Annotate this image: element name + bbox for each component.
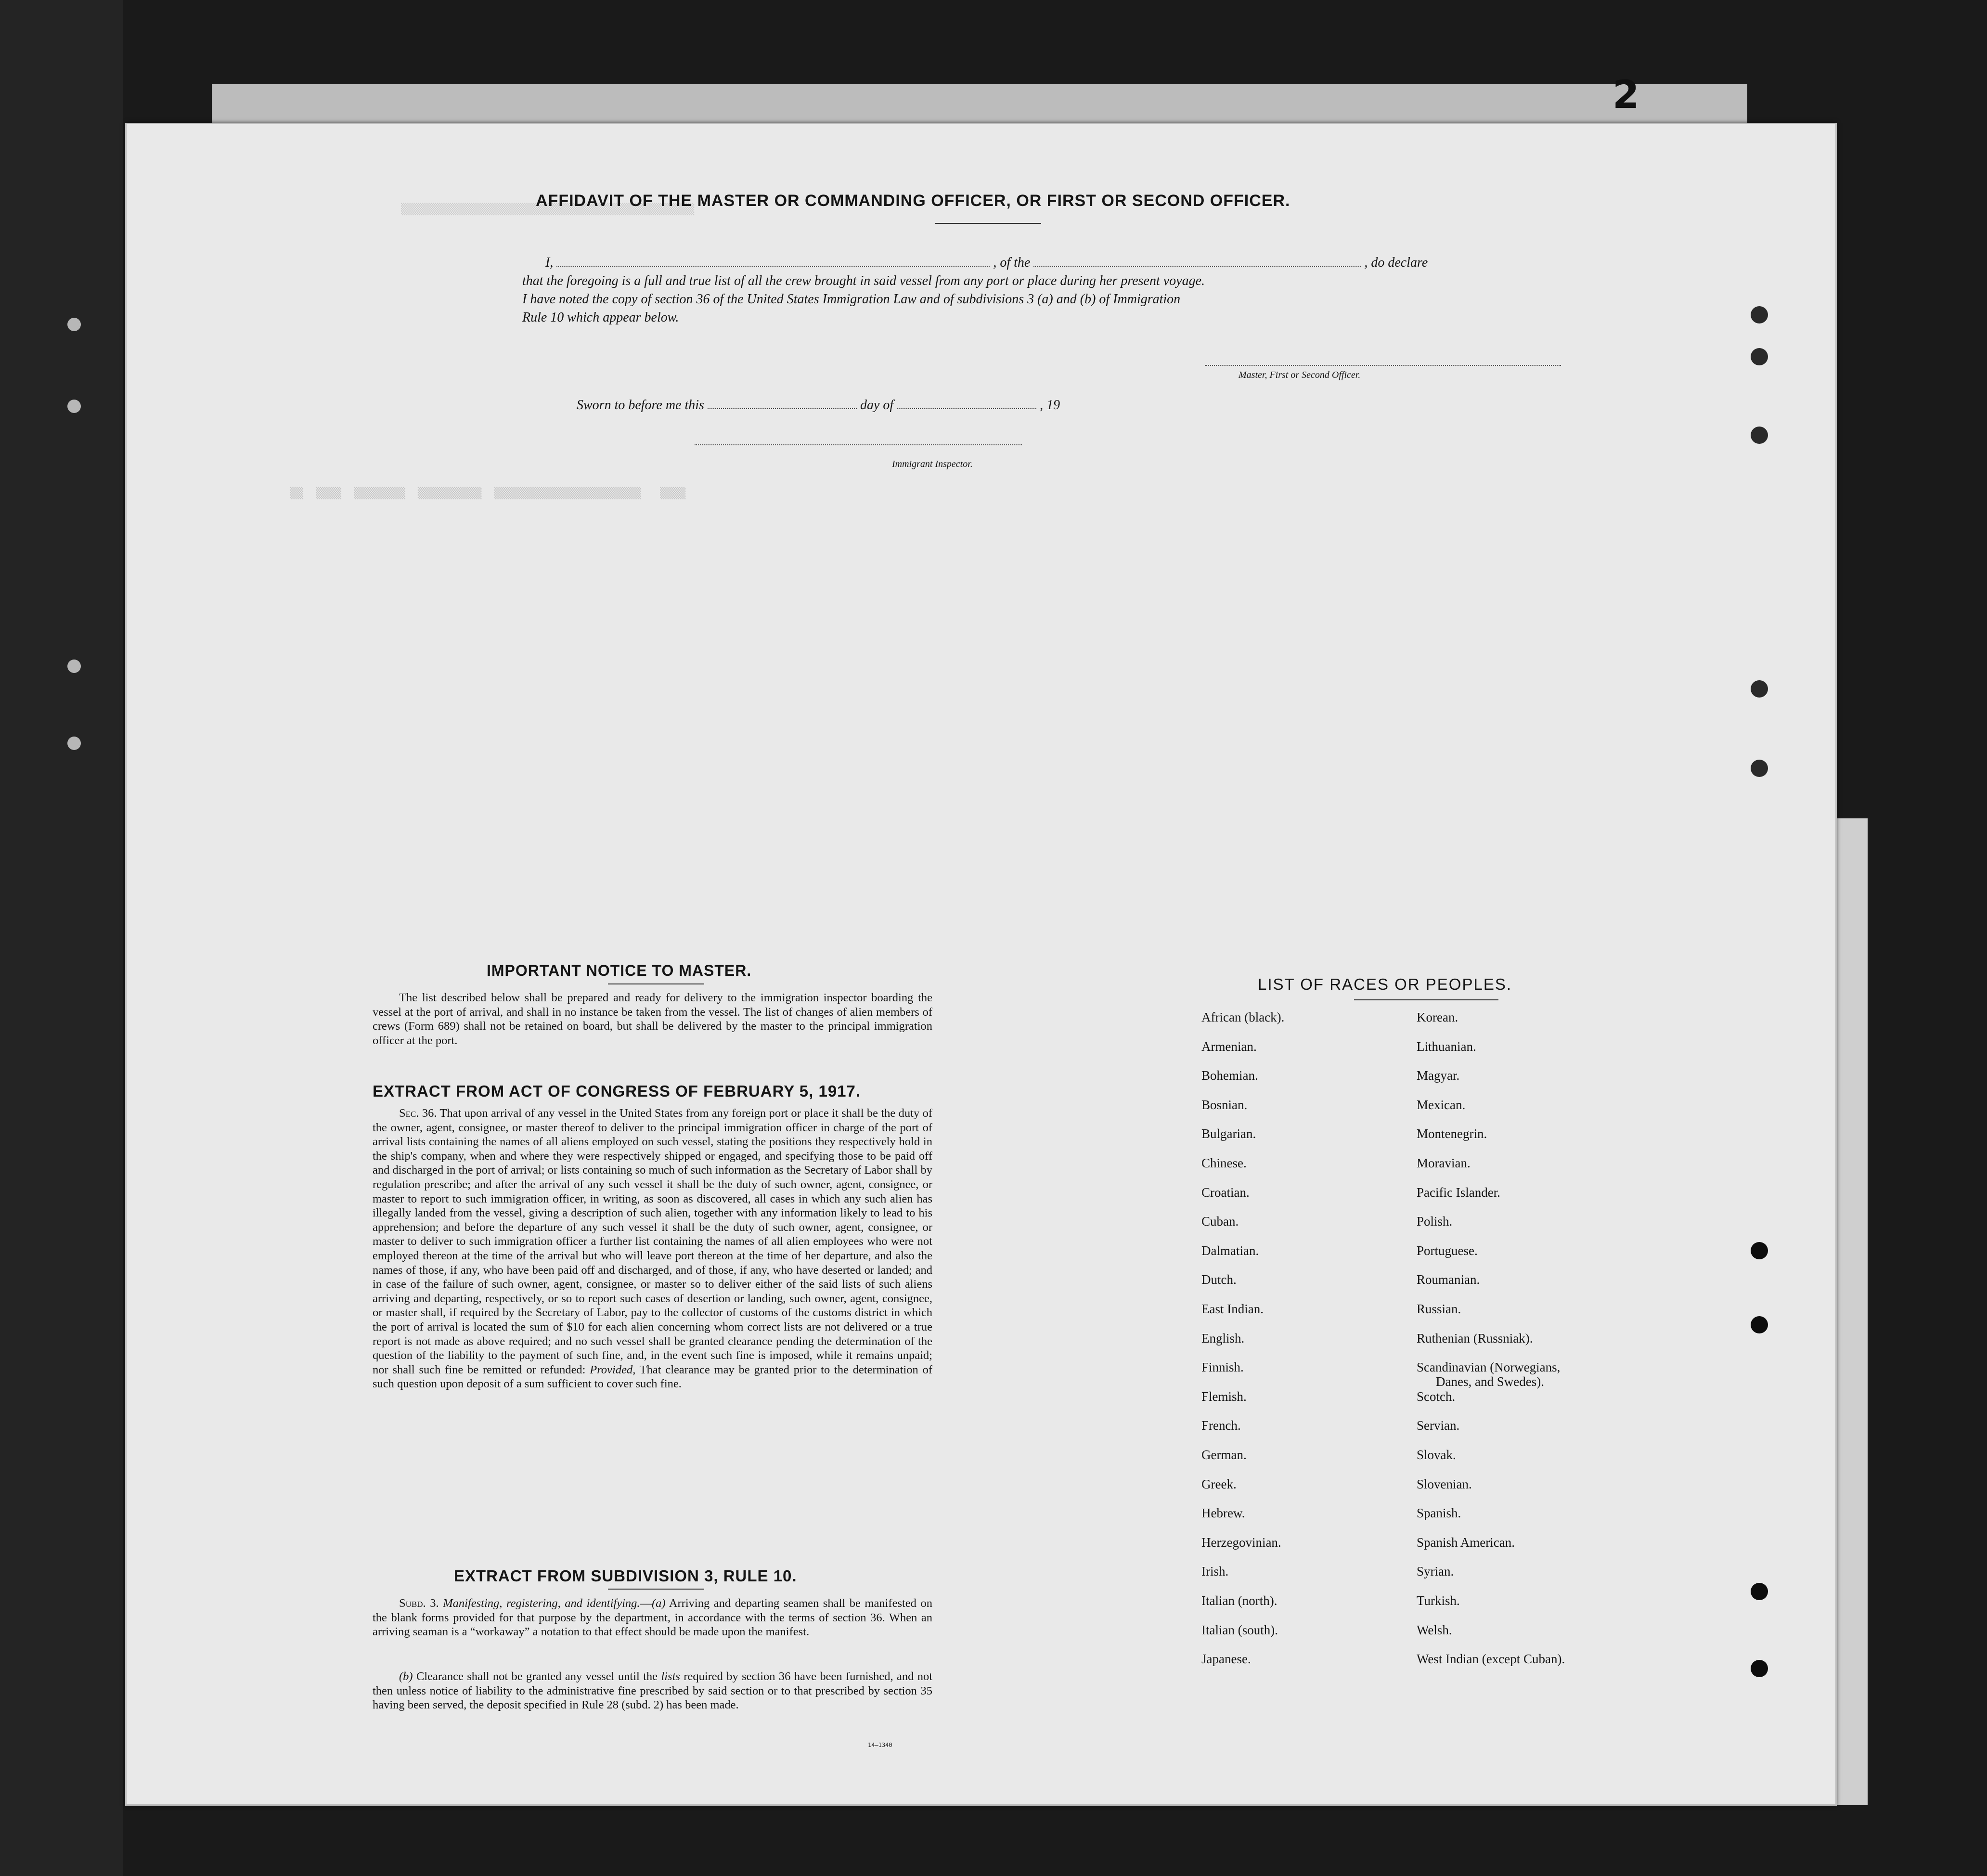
race-item: Irish. <box>1201 1564 1229 1579</box>
race-item: Ruthenian (Russniak). <box>1417 1331 1533 1346</box>
rule-subd-a: Subd. 3. Manifesting, registering, and identifying.—(a) Arriving and departing seamen shall be manifested on the blank forms provided for that purpose by the department, in accordance with the terms of section 36. When an arriving seaman is a “workaway” a notation to that effect should be made upon the manifest. <box>373 1597 933 1639</box>
race-item: Spanish. <box>1417 1506 1461 1521</box>
race-item: Slovak. <box>1417 1448 1456 1462</box>
form-number: 14—1340 <box>868 1742 892 1748</box>
binder-hole <box>67 400 81 413</box>
bleed-through-rows: ▒▒ ▒▒▒▒ ▒▒▒▒▒▒▒▒ ▒▒▒▒▒▒▒▒▒▒ ▒▒▒▒▒▒▒▒▒▒▒▒▒▒▒▒▒▒▒▒▒▒▒ ▒▒▒▒ <box>290 488 686 500</box>
day-of-text: day of <box>860 398 894 413</box>
affidavit-i: I, <box>545 255 554 270</box>
punch-hole <box>1751 680 1768 698</box>
back-sheet <box>212 84 1747 128</box>
sworn-line <box>577 398 1060 413</box>
master-signature-label: Master, First or Second Officer. <box>1239 370 1361 380</box>
page-number-mark: 2 <box>1613 72 1639 117</box>
race-item: Finnish. <box>1201 1360 1244 1375</box>
affidavit-line-3: I have noted the copy of section 36 of the United States Immigration Law and of subdivisions 3 (a) and (b) of Immigration <box>522 292 1181 307</box>
race-item: Portuguese. <box>1417 1243 1478 1258</box>
race-item: Croatian. <box>1201 1185 1250 1200</box>
races-rule <box>1354 999 1498 1000</box>
title-rule <box>935 223 1041 224</box>
rule-rule <box>608 1589 704 1590</box>
subd-b-lists: lists <box>661 1670 680 1683</box>
race-item: Roumanian. <box>1417 1272 1480 1287</box>
bleed-through-text: ▒▒▒▒▒▒▒▒▒▒▒▒▒▒▒▒▒▒▒▒▒▒▒▒▒▒▒▒▒▒▒▒▒▒▒▒▒▒▒▒▒▒▒▒▒▒ <box>401 204 695 216</box>
subd-b-label: (b) <box>399 1670 413 1683</box>
subd-a-body: Arriving and departing seamen shall be manifested on the blank forms provided for that purpose by the department, in accordance with the terms of section 36. When an arriving seaman is a “workaway” a notation to that effect should be made upon the manifest. <box>373 1597 933 1639</box>
punch-hole <box>1751 348 1768 365</box>
races-title: LIST OF RACES OR PEOPLES. <box>1258 975 1512 993</box>
act-body-text: That upon arrival of any vessel in the United States from any foreign port or place it shall be the duty of the owner, agent, consignee, or master thereof to deliver to the principal immigration officer in charge of the port of arrival lists containing the names of all aliens employed on such vessel, stating the positions they respectively hold in the ship's company, when and where they were respectively shipped or engaged, and specifying those to be paid off and discharged in the port of arrival; or lists containing so much of such information as the Secretary of Labor shall by regulation prescribe; and after the arrival of any such vessel it shall be the duty of such owner, agent, consignee, or master to report to such immigration officer, in writing, as soon as discovered, all cases in which any such alien has illegally landed from the vessel, giving a description of such alien, together with any information likely to lead to his apprehension; and before the departure of any such vessel it shall be the duty of such owner, agent, consignee, or master to deliver to such immigration officer a further list containing the names of all alien employees who were not employed thereon at the time of the arrival but who will leave port thereon at the time of her departure, and also the names of those, if any, who have been paid off and discharged, and of those, if any, who have deserted or landed; and in case of the failure of such owner, agent, consignee, or master so to deliver either of the said lists of such aliens arriving and departing, respectively, or so to report such cases of desertion or landing, such owner, agent, consignee, or master shall, if required by the Secretary of Labor, pay to the collector of customs of the customs district in which the port of arrival is located the sum of $10 for each alien concerning whom correct lists are not delivered or a true report is not made as above required; and no such vessel shall be granted clearance pending the determination of the question of the liability to the payment of such fine, and, in the event such fine is imposed, while it remains unpaid; nor shall such fine be remitted or refunded: <box>373 1107 932 1376</box>
race-item: Bosnian. <box>1201 1097 1248 1112</box>
punch-hole <box>1751 1583 1768 1600</box>
binder-hole <box>67 318 81 331</box>
year-text: , 19 <box>1040 398 1060 413</box>
race-item: Turkish. <box>1417 1593 1460 1608</box>
subd-a-label: (a) <box>652 1597 666 1610</box>
name-blank <box>556 266 990 267</box>
affidavit-line-4: Rule 10 which appear below. <box>522 310 679 325</box>
vessel-blank <box>1033 266 1361 267</box>
punch-hole <box>1751 1316 1768 1333</box>
race-item: African (black). <box>1201 1010 1285 1024</box>
race-item: Armenian. <box>1201 1039 1257 1054</box>
binder-hole <box>67 660 81 673</box>
punch-hole <box>1751 306 1768 323</box>
subd-heading: Manifesting, registering, and identifying. <box>443 1597 640 1610</box>
race-item: Spanish American. <box>1417 1535 1515 1550</box>
inspector-signature-label: Immigrant Inspector. <box>892 459 973 469</box>
notice-rule <box>608 983 704 984</box>
race-item: Servian. <box>1417 1418 1460 1433</box>
act-body-end: That clearance may be granted prior to the determination of such question upon deposit of a sum sufficient to cover such fine. <box>373 1363 933 1391</box>
race-item: French. <box>1201 1418 1241 1433</box>
rule-title: EXTRACT FROM SUBDIVISION 3, RULE 10. <box>454 1567 797 1585</box>
binder-hole <box>67 737 81 750</box>
race-item: Italian (south). <box>1201 1622 1278 1637</box>
race-item: Scandinavian (Norwegians, <box>1417 1360 1561 1375</box>
race-item: Slovenian. <box>1417 1476 1472 1491</box>
affidavit-title: AFFIDAVIT OF THE MASTER OR COMMANDING OFFICER, OR FIRST OR SECOND OFFICER. <box>536 192 1290 210</box>
race-item: Russian. <box>1417 1302 1461 1316</box>
race-item: Cuban. <box>1201 1214 1239 1229</box>
race-item: Lithuanian. <box>1417 1039 1476 1054</box>
race-item: Syrian. <box>1417 1564 1454 1579</box>
race-item: Korean. <box>1417 1010 1458 1024</box>
race-item: West Indian (except Cuban). <box>1417 1652 1565 1667</box>
race-item: Herzegovinian. <box>1201 1535 1281 1550</box>
race-item: Welsh. <box>1417 1622 1452 1637</box>
race-item: Bulgarian. <box>1201 1126 1256 1141</box>
rule-subd-b <box>373 1669 932 1712</box>
manifest-sheet <box>125 123 1837 1806</box>
punch-hole <box>1751 427 1768 444</box>
race-item: Moravian. <box>1417 1156 1471 1170</box>
race-item: Hebrew. <box>1201 1506 1245 1521</box>
affidavit-line-2: that the foregoing is a full and true list of all the crew brought in said vessel from any port or place during her present voyage. <box>522 273 1205 288</box>
race-item: Magyar. <box>1417 1068 1460 1083</box>
race-item: Dalmatian. <box>1201 1243 1259 1258</box>
punch-hole <box>1751 760 1768 777</box>
race-item: Flemish. <box>1201 1389 1247 1404</box>
binder-tab-strip <box>0 0 123 1876</box>
race-item: German. <box>1201 1448 1247 1462</box>
act-provided-label: Provided, <box>590 1363 636 1376</box>
race-item: Danes, and Swedes). <box>1436 1374 1544 1389</box>
race-item: Italian (north). <box>1201 1593 1277 1608</box>
subd-b-body-2: required by section 36 have been furnished, and not then unless notice of liability to the administrative fine prescribed by said section or to that prescribed by section 35 having been served, the deposit specified in Rule 28 (subd. 2) has been made. <box>373 1670 933 1712</box>
race-item: Scotch. <box>1417 1389 1456 1404</box>
act-section-label: Sec. 36. <box>399 1107 437 1120</box>
day-blank <box>708 408 857 409</box>
subd-label: Subd. 3. <box>399 1597 439 1610</box>
race-item: East Indian. <box>1201 1302 1264 1316</box>
affidavit-of-the: , of the <box>993 255 1031 270</box>
race-item: Chinese. <box>1201 1156 1247 1170</box>
sworn-text: Sworn to before me this <box>577 398 704 413</box>
race-item: Mexican. <box>1417 1097 1466 1112</box>
race-item: Bohemian. <box>1201 1068 1258 1083</box>
race-item: Pacific Islander. <box>1417 1185 1500 1200</box>
race-item: Greek. <box>1201 1476 1237 1491</box>
notice-body: The list described below shall be prepared and ready for delivery to the immigration inspector boarding the vessel at the port of arrival, and shall in no instance be taken from the vessel. The list of changes of alien members of crews (Form 689) shall not be retained on board, but shall be delivered by the master to the principal immigration officer at the port. <box>373 991 932 1047</box>
month-blank <box>897 408 1036 409</box>
act-title: EXTRACT FROM ACT OF CONGRESS OF FEBRUARY 5, 1917. <box>373 1082 861 1100</box>
punch-hole <box>1751 1660 1768 1677</box>
affidavit-declare: , do declare <box>1364 255 1428 270</box>
notice-title: IMPORTANT NOTICE TO MASTER. <box>487 962 752 979</box>
race-item: Montenegrin. <box>1417 1126 1487 1141</box>
punch-hole <box>1751 1242 1768 1259</box>
race-item: Dutch. <box>1201 1272 1237 1287</box>
act-body <box>373 1106 932 1391</box>
race-item: English. <box>1201 1331 1245 1346</box>
race-item: Polish. <box>1417 1214 1453 1229</box>
race-item: Japanese. <box>1201 1652 1251 1667</box>
master-signature-line <box>1205 365 1561 366</box>
subd-b-body-1: Clearance shall not be granted any vessel until the <box>416 1670 658 1683</box>
affidavit-line-1 <box>545 255 1428 271</box>
inspector-signature-line <box>695 444 1022 445</box>
